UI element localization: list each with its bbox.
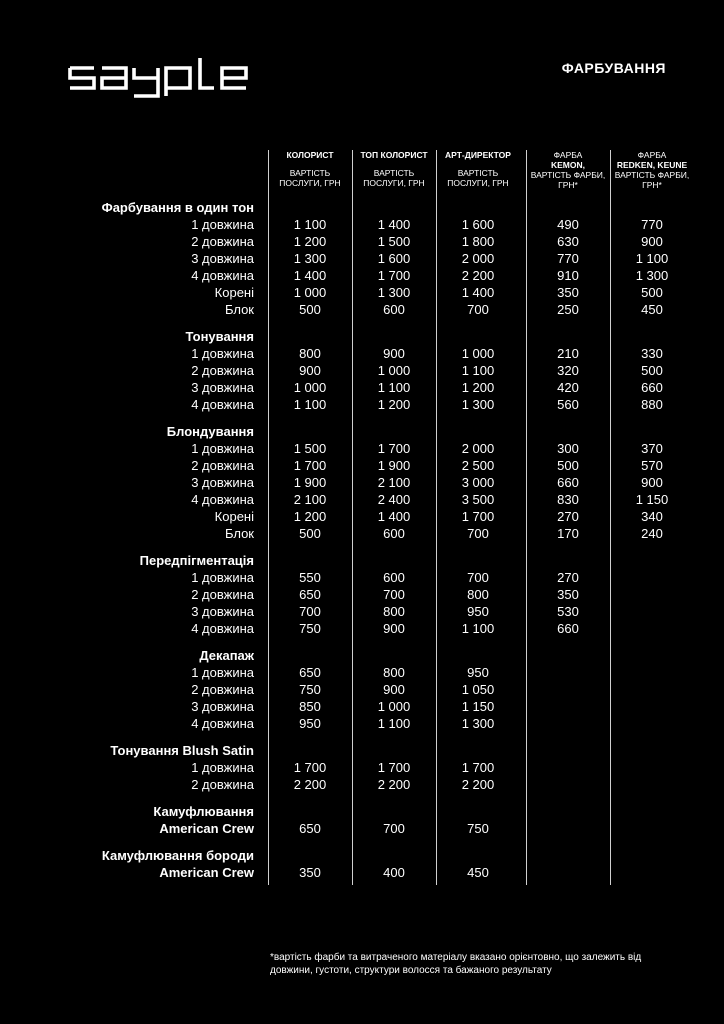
price-cell: 1 700 (293, 458, 327, 473)
price-cell: 1 300 (293, 251, 327, 266)
price-cell: 2 200 (293, 777, 327, 792)
column-header-subtitle: ВАРТІСТЬ ПОСЛУГИ, ГРН (363, 168, 425, 188)
price-cell: 700 (299, 604, 321, 619)
price-cell: 700 (383, 587, 405, 602)
row-label: 4 довжина (191, 621, 254, 636)
footnote: *вартість фарби та витраченого матеріалу вказано орієнтовно, що залежить від довжини, густоти, структури волосся та бажаного результату (270, 952, 642, 976)
price-cell: 450 (641, 302, 663, 317)
price-cell: 900 (383, 346, 405, 361)
price-cell: 880 (641, 397, 663, 412)
column-header (436, 150, 520, 188)
column-divider (268, 150, 269, 885)
row-label: 3 довжина (191, 380, 254, 395)
section-title: Фарбування в один тон (101, 200, 254, 215)
price-cell: 900 (641, 475, 663, 490)
price-cell: 1 700 (377, 441, 411, 456)
price-cell: 500 (641, 363, 663, 378)
column-divider (352, 150, 353, 885)
column-header (528, 150, 608, 190)
price-cell: 1 000 (293, 285, 327, 300)
price-cell: 1 400 (377, 217, 411, 232)
price-cell: 170 (557, 526, 579, 541)
price-cell: 2 100 (293, 492, 327, 507)
price-cell: 800 (299, 346, 321, 361)
price-cell: 490 (557, 217, 579, 232)
price-cell: 830 (557, 492, 579, 507)
price-cell: 3 000 (461, 475, 495, 490)
price-cell: 700 (467, 570, 489, 585)
price-cell: 400 (383, 865, 405, 880)
price-cell: 950 (467, 604, 489, 619)
row-label: 1 довжина (191, 570, 254, 585)
price-cell: 3 500 (461, 492, 495, 507)
section-title: Тонування (185, 329, 254, 344)
price-cell: 1 500 (293, 441, 327, 456)
price-cell: 1 000 (377, 699, 411, 714)
price-cell: 1 700 (293, 760, 327, 775)
price-cell: 650 (299, 821, 321, 836)
price-cell: 320 (557, 363, 579, 378)
price-cell: 1 800 (461, 234, 495, 249)
price-cell: 350 (557, 587, 579, 602)
price-cell: 950 (467, 665, 489, 680)
price-cell: 1 900 (293, 475, 327, 490)
price-cell: 850 (299, 699, 321, 714)
price-cell: 1 500 (377, 234, 411, 249)
price-cell: 1 100 (293, 397, 327, 412)
row-label: 2 довжина (191, 234, 254, 249)
section-title: Тонування Blush Satin (110, 743, 254, 758)
price-cell: 600 (383, 302, 405, 317)
price-cell: 800 (467, 587, 489, 602)
row-label: 4 довжина (191, 716, 254, 731)
price-cell: 1 400 (293, 268, 327, 283)
price-cell: 700 (383, 821, 405, 836)
price-cell: 750 (467, 821, 489, 836)
column-header-title: REDKEN, KEUNE (616, 160, 688, 170)
price-cell: 1 900 (377, 458, 411, 473)
price-cell: 2 000 (461, 441, 495, 456)
price-cell: 240 (641, 526, 663, 541)
price-cell: 630 (557, 234, 579, 249)
price-cell: 660 (557, 475, 579, 490)
row-label: 2 довжина (191, 777, 254, 792)
price-cell: 770 (557, 251, 579, 266)
row-label: Корені (214, 285, 254, 300)
price-cell: 350 (557, 285, 579, 300)
row-label: 1 довжина (191, 760, 254, 775)
price-cell: 250 (557, 302, 579, 317)
row-label: American Crew (159, 821, 254, 836)
price-cell: 1 050 (461, 682, 495, 697)
price-cell: 340 (641, 509, 663, 524)
price-cell: 950 (299, 716, 321, 731)
row-label: Корені (214, 509, 254, 524)
price-cell: 1 700 (377, 268, 411, 283)
column-header-title: АРТ-ДИРЕКТОР (445, 150, 511, 160)
price-cell: 600 (383, 526, 405, 541)
price-cell: 420 (557, 380, 579, 395)
column-header (354, 150, 434, 188)
row-label: 3 довжина (191, 251, 254, 266)
column-divider (526, 150, 527, 885)
price-cell: 1 300 (377, 285, 411, 300)
row-label: 3 довжина (191, 699, 254, 714)
price-cell: 1 700 (377, 760, 411, 775)
sayple-logo (68, 58, 248, 98)
price-cell: 570 (641, 458, 663, 473)
column-header-pre: ФАРБА (637, 150, 667, 160)
row-label: 2 довжина (191, 458, 254, 473)
price-cell: 270 (557, 509, 579, 524)
price-cell: 1 100 (461, 363, 495, 378)
price-cell: 650 (299, 587, 321, 602)
price-cell: 750 (299, 621, 321, 636)
price-cell: 660 (557, 621, 579, 636)
price-cell: 500 (299, 526, 321, 541)
price-cell: 500 (557, 458, 579, 473)
column-divider (436, 150, 437, 885)
price-cell: 1 600 (461, 217, 495, 232)
row-label: 4 довжина (191, 268, 254, 283)
page-title: ФАРБУВАННЯ (561, 60, 666, 76)
section-title: Декапаж (199, 648, 254, 663)
column-header (612, 150, 692, 190)
price-cell: 700 (467, 526, 489, 541)
price-cell: 450 (467, 865, 489, 880)
price-cell: 1 000 (293, 380, 327, 395)
price-cell: 1 200 (377, 397, 411, 412)
price-cell: 700 (467, 302, 489, 317)
row-label: Блок (224, 302, 254, 317)
section-title: Камуфлювання (153, 804, 254, 819)
price-cell: 270 (557, 570, 579, 585)
row-label: 1 довжина (191, 217, 254, 232)
column-header (270, 150, 350, 188)
price-cell: 1 700 (461, 509, 495, 524)
row-label: 2 довжина (191, 587, 254, 602)
price-cell: 1 000 (377, 363, 411, 378)
price-cell: 2 200 (461, 777, 495, 792)
price-cell: 530 (557, 604, 579, 619)
column-header-subtitle: ВАРТІСТЬ ФАРБИ, ГРН* (614, 170, 690, 190)
price-cell: 1 700 (461, 760, 495, 775)
price-cell: 1 600 (377, 251, 411, 266)
price-cell: 900 (383, 621, 405, 636)
price-cell: 900 (383, 682, 405, 697)
price-cell: 2 000 (461, 251, 495, 266)
price-cell: 910 (557, 268, 579, 283)
price-cell: 500 (641, 285, 663, 300)
price-cell: 2 200 (461, 268, 495, 283)
column-header-subtitle: ВАРТІСТЬ ПОСЛУГИ, ГРН (279, 168, 341, 188)
column-divider (610, 150, 611, 885)
row-label: 3 довжина (191, 604, 254, 619)
row-label: 1 довжина (191, 665, 254, 680)
price-cell: 550 (299, 570, 321, 585)
price-cell: 500 (299, 302, 321, 317)
price-cell: 1 000 (461, 346, 495, 361)
price-cell: 1 100 (461, 621, 495, 636)
price-cell: 1 100 (377, 716, 411, 731)
row-label: 1 довжина (191, 346, 254, 361)
price-cell: 800 (383, 604, 405, 619)
row-label: 1 довжина (191, 441, 254, 456)
price-cell: 1 150 (461, 699, 495, 714)
price-cell: 1 100 (293, 217, 327, 232)
price-cell: 1 400 (461, 285, 495, 300)
price-cell: 300 (557, 441, 579, 456)
price-cell: 1 100 (377, 380, 411, 395)
price-cell: 2 500 (461, 458, 495, 473)
price-cell: 1 200 (461, 380, 495, 395)
column-header-title: KEMON, (551, 160, 585, 170)
column-header-title: КОЛОРИСТ (286, 150, 334, 160)
price-cell: 750 (299, 682, 321, 697)
row-label: Блок (224, 526, 254, 541)
price-cell: 1 200 (293, 234, 327, 249)
column-header-pre: ФАРБА (553, 150, 583, 160)
price-cell: 2 400 (377, 492, 411, 507)
price-cell: 1 300 (461, 716, 495, 731)
price-cell: 330 (641, 346, 663, 361)
row-label: 2 довжина (191, 682, 254, 697)
column-header-subtitle: ВАРТІСТЬ ФАРБИ, ГРН* (530, 170, 606, 190)
price-cell: 770 (641, 217, 663, 232)
price-cell: 600 (383, 570, 405, 585)
row-label: 3 довжина (191, 475, 254, 490)
price-cell: 2 100 (377, 475, 411, 490)
price-cell: 1 100 (635, 251, 669, 266)
price-cell: 660 (641, 380, 663, 395)
price-cell: 1 300 (461, 397, 495, 412)
price-cell: 1 400 (377, 509, 411, 524)
price-cell: 900 (299, 363, 321, 378)
price-cell: 560 (557, 397, 579, 412)
price-cell: 650 (299, 665, 321, 680)
row-label: American Crew (159, 865, 254, 880)
price-cell: 350 (299, 865, 321, 880)
column-header-subtitle: ВАРТІСТЬ ПОСЛУГИ, ГРН (447, 168, 509, 188)
section-title: Передпігментація (139, 553, 254, 568)
price-cell: 1 300 (635, 268, 669, 283)
price-cell: 370 (641, 441, 663, 456)
column-header-title: ТОП КОЛОРИСТ (360, 150, 428, 160)
section-title: Блондування (166, 424, 254, 439)
price-cell: 210 (557, 346, 579, 361)
price-cell: 1 200 (293, 509, 327, 524)
price-cell: 2 200 (377, 777, 411, 792)
row-label: 4 довжина (191, 492, 254, 507)
price-cell: 1 150 (635, 492, 669, 507)
row-label: 2 довжина (191, 363, 254, 378)
row-label: 4 довжина (191, 397, 254, 412)
price-cell: 800 (383, 665, 405, 680)
section-title: Камуфлювання бороди (101, 848, 254, 863)
price-cell: 900 (641, 234, 663, 249)
